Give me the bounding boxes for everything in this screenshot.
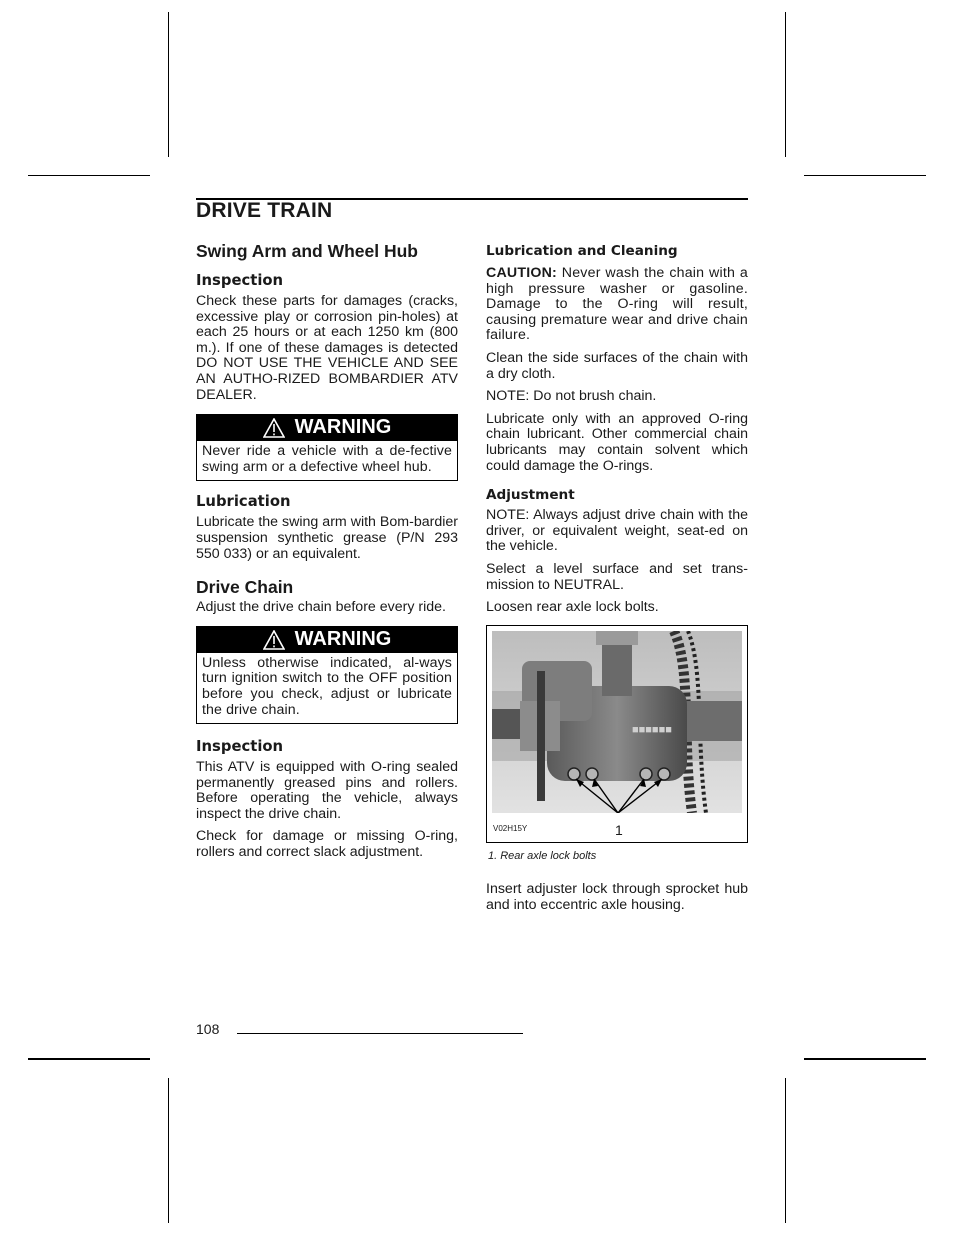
page-number: 108 [196, 1021, 220, 1037]
warning-triangle-icon [263, 418, 285, 438]
crop-mark [28, 1058, 150, 1060]
heading-inspection: Inspection [196, 738, 284, 756]
note-paragraph [486, 389, 748, 405]
footer-rule [237, 1033, 523, 1034]
paragraph-inspection: Check these parts for damages (cracks, excessive play or corrosion pin-holes) at each 25 hours or at each 1250 km (800 m.). If one of these damages is detected DO NOT USE THE VEHICLE AND SEE AN AUTHO-RIZED BOMBARDIER ATV DEALER. [196, 293, 458, 403]
heading-adjustment: Adjustment [486, 487, 575, 504]
section-title: DRIVE TRAIN [196, 199, 333, 222]
paragraph-drive-chain: Adjust the drive chain before every ride. [196, 599, 446, 616]
caution-label: CAUTION: [486, 265, 557, 281]
paragraph-check-damage: Check for damage or missing O-ring, rollers and correct slack adjustment. [196, 828, 458, 861]
warning-text: Unless otherwise indicated, al-ways turn ignition switch to the OFF position before you check, adjust or lubricate the drive chain. [202, 654, 452, 718]
warning-label: WARNING [294, 627, 392, 650]
warning-header [197, 627, 457, 653]
crop-mark [28, 175, 150, 176]
figure-code: V02H15Y [493, 824, 528, 834]
warning-text: Never ride a vehicle with a de-fective swing arm or a defective wheel hub. [202, 443, 452, 475]
heading-lubrication: Lubrication [196, 493, 291, 511]
paragraph-lubricate: Lubricate only with an approved O-ring chain lubricant. Other commercial chain lubricants may contain solvent which could damage the O-rings. [486, 410, 748, 474]
right-column [486, 240, 748, 920]
paragraph-select-surface: Select a level surface and set trans-mission to NEUTRAL. [486, 560, 748, 593]
warning-label: WARNING [294, 416, 392, 439]
svg-text:■■■■■■: ■■■■■■ [632, 723, 672, 736]
paragraph-lubrication: Lubricate the swing arm with Bom-bardier suspension synthetic grease (P/N 293 550 033) or an equivalent. [196, 514, 458, 562]
paragraph-insert-adjuster: Insert adjuster lock through sprocket hub and into eccentric axle housing. [486, 881, 748, 913]
paragraph-inspection-chain: This ATV is equipped with O-ring sealed permanently greased pins and rollers. Before operating the vehicle, always inspect the drive chain. [196, 759, 458, 822]
crop-mark [168, 12, 169, 157]
warning-box [196, 414, 458, 481]
caution-paragraph [486, 266, 748, 344]
note-label: NOTE: [486, 507, 530, 524]
heading-drive-chain: Drive Chain [196, 577, 294, 598]
note-text: Do not brush chain. [529, 388, 657, 405]
crop-mark [785, 1078, 786, 1223]
paragraph-clean: Clean the side surfaces of the chain with a dry cloth. [486, 349, 748, 382]
figure-rear-axle [486, 625, 748, 843]
paragraph-loosen-bolts: Loosen rear axle lock bolts. [486, 599, 659, 616]
heading-swing-arm: Swing Arm and Wheel Hub [196, 241, 418, 261]
note-text: Always adjust drive chain with the driver, or equivalent weight, seat-ed on the vehicle. [486, 507, 748, 555]
warning-triangle-icon [263, 630, 285, 650]
crop-mark [168, 1078, 169, 1223]
figure-caption: 1. Rear axle lock bolts [488, 849, 597, 862]
heading-lubrication-cleaning: Lubrication and Cleaning [486, 243, 678, 259]
warning-box [196, 626, 458, 724]
note-paragraph [486, 508, 748, 555]
warning-header [197, 415, 457, 441]
crop-mark [785, 12, 786, 157]
crop-mark [804, 1058, 926, 1060]
caution-text: Never wash the chain with a high pressure washer or gasoline. Damage to the O-ring will result, causing premature wear and drive chain failure. [486, 265, 748, 344]
left-column [196, 240, 458, 868]
note-label: NOTE: [486, 388, 530, 405]
heading-inspection: Inspection [196, 272, 284, 289]
crop-mark [804, 175, 926, 176]
rear-axle-photo [492, 631, 742, 813]
figure-callout-number: 1 [615, 822, 623, 839]
